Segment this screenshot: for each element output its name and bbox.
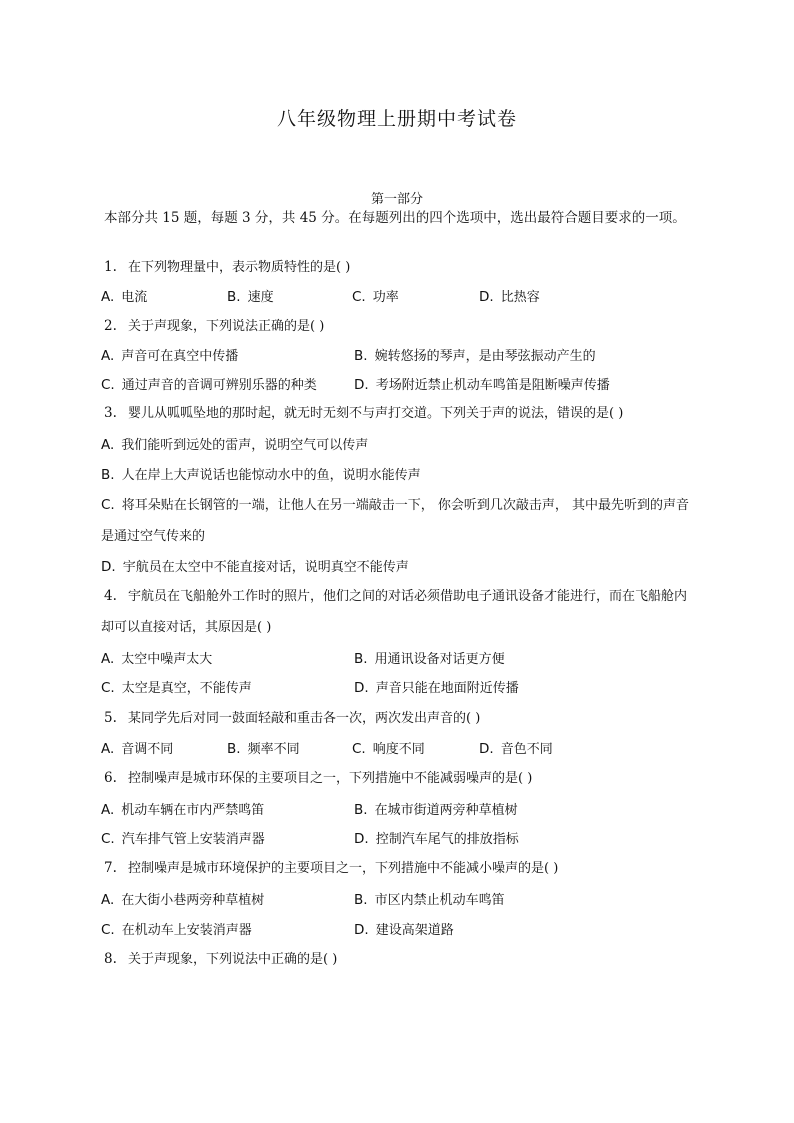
option-letter: C.: [101, 922, 115, 938]
option-letter: D.: [354, 922, 369, 938]
q2-option-c[interactable]: [101, 374, 317, 393]
option-text: 音调不同: [121, 742, 174, 757]
question-text: 关于声现象，下列说法中正确的是( ): [128, 952, 338, 967]
option-text: 响度不同: [372, 742, 425, 757]
q4-option-b[interactable]: [354, 648, 505, 667]
q7-option-a[interactable]: [101, 889, 264, 908]
option-text: 在机动车上安装消声器: [121, 923, 252, 938]
option-letter: A.: [101, 348, 115, 364]
q7-option-b[interactable]: [354, 889, 505, 908]
q6-option-c[interactable]: [101, 828, 265, 847]
question-number: 8.: [104, 951, 117, 967]
option-text: 机动车辆在市内严禁鸣笛: [121, 803, 265, 818]
question-text: 关于声现象，下列说法正确的是( ): [128, 319, 325, 334]
option-text: 将耳朵贴在长钢管的一端，让他人在另一端敲击一下， 你会听到几次敲击声， 其中最先听到的声音: [121, 498, 689, 513]
q4-option-a[interactable]: [101, 648, 212, 667]
option-text: 我们能听到远处的雷声，说明空气可以传声: [121, 438, 369, 453]
option-letter: A.: [101, 741, 115, 757]
option-text: 速度: [247, 290, 274, 305]
option-letter: B.: [101, 467, 115, 483]
q6-option-d[interactable]: [354, 828, 519, 847]
question-number: 4.: [104, 588, 117, 604]
question-text: 婴儿从呱呱坠地的那时起，就无时无刻不与声打交道。下列关于声的说法，错误的是( ): [128, 406, 624, 421]
option-letter: D.: [101, 559, 116, 575]
question-number: 1.: [104, 259, 117, 275]
q1-option-a[interactable]: [101, 286, 147, 305]
option-text: 电流: [121, 290, 148, 305]
q6-option-a[interactable]: [101, 799, 264, 818]
option-text: 汽车排气管上安装消声器: [121, 832, 265, 847]
option-letter: A.: [101, 802, 115, 818]
question-6: [104, 767, 532, 786]
option-text: 人在岸上大声说话也能惊动水中的鱼，说明水能传声: [121, 468, 421, 483]
q3-option-a[interactable]: [101, 434, 368, 453]
question-3: [104, 402, 623, 421]
option-letter: B.: [354, 348, 368, 364]
question-8: [104, 948, 337, 967]
option-text: 用通讯设备对话更方便: [374, 652, 505, 667]
instructions: 本部分共 15 题，每题 3 分，共 45 分。在每题列出的四个选项中，选出最符合题目要求的一项。: [104, 210, 686, 226]
option-text: 太空是真空，不能传声: [121, 681, 252, 696]
option-text: 比热容: [500, 290, 540, 305]
q5-option-d[interactable]: [479, 738, 553, 757]
question-number: 6.: [104, 770, 117, 786]
q7-option-d[interactable]: [354, 919, 454, 938]
q3-option-c[interactable]: [101, 494, 689, 513]
q7-option-c[interactable]: [101, 919, 252, 938]
option-text: 太空中噪声太大: [121, 652, 213, 667]
option-letter: B.: [354, 892, 368, 908]
option-text: 频率不同: [247, 742, 300, 757]
question-number: 3.: [104, 405, 117, 421]
q1-option-d[interactable]: [479, 286, 540, 305]
option-text: 在大街小巷两旁种草植树: [121, 893, 265, 908]
option-letter: D.: [354, 831, 369, 847]
option-letter: C.: [352, 741, 366, 757]
option-letter: C.: [101, 497, 115, 513]
question-number: 5.: [104, 710, 117, 726]
question-2: [104, 315, 324, 334]
option-letter: A.: [101, 437, 115, 453]
q3-option-c-continued: [101, 525, 205, 544]
question-text: 控制噪声是城市环境保护的主要项目之一，下列措施中不能减小噪声的是( ): [128, 861, 559, 876]
option-letter: C.: [352, 289, 366, 305]
option-text: 是通过空气传来的: [101, 529, 206, 544]
q3-option-b[interactable]: [101, 464, 421, 483]
option-letter: C.: [101, 377, 115, 393]
q2-option-d[interactable]: [354, 374, 610, 393]
option-letter: B.: [227, 289, 241, 305]
option-letter: C.: [101, 831, 115, 847]
option-text: 考场附近禁止机动车鸣笛是阻断噪声传播: [375, 378, 610, 393]
option-letter: D.: [354, 680, 369, 696]
q1-option-b[interactable]: [227, 286, 274, 305]
option-text: 婉转悠扬的琴声，是由琴弦振动产生的: [374, 349, 596, 364]
option-text: 宇航员在太空中不能直接对话，说明真空不能传声: [122, 560, 409, 575]
q6-option-b[interactable]: [354, 799, 518, 818]
question-1: [104, 256, 350, 275]
option-text: 声音只能在地面附近传播: [375, 681, 519, 696]
option-letter: B.: [354, 802, 368, 818]
option-text: 通过声音的音调可辨别乐器的种类: [121, 378, 317, 393]
question-number: 2.: [104, 318, 117, 334]
q4-option-c[interactable]: [101, 677, 252, 696]
option-letter: B.: [354, 651, 368, 667]
option-letter: A.: [101, 651, 115, 667]
option-text: 控制汽车尾气的排放指标: [375, 832, 519, 847]
option-text: 建设高架道路: [375, 923, 454, 938]
option-letter: A.: [101, 892, 115, 908]
question-number: 7.: [104, 860, 117, 876]
question-4-continued: 却可以直接对话，其原因是( ): [101, 620, 272, 635]
page-title: 八年级物理上册期中考试卷: [276, 108, 517, 130]
question-text: 控制噪声是城市环保的主要项目之一，下列措施中不能减弱噪声的是( ): [128, 771, 533, 786]
option-letter: C.: [101, 680, 115, 696]
q4-option-d[interactable]: [354, 677, 519, 696]
question-text: 在下列物理量中，表示物质特性的是( ): [128, 260, 351, 275]
option-letter: B.: [227, 741, 241, 757]
q1-option-c[interactable]: [352, 286, 399, 305]
q5-option-b[interactable]: [227, 738, 300, 757]
option-letter: D.: [479, 741, 494, 757]
option-text: 音色不同: [500, 742, 553, 757]
question-4: [104, 585, 687, 604]
section-heading: 第一部分: [370, 192, 423, 207]
question-text: 宇航员在飞船舱外工作时的照片，他们之间的对话必须借助电子通讯设备才能进行，而在飞船舱内: [128, 589, 688, 604]
question-7: [104, 857, 558, 876]
option-letter: D.: [479, 289, 494, 305]
option-text: 声音可在真空中传播: [121, 349, 239, 364]
q3-option-d[interactable]: [101, 556, 409, 575]
question-text: 某同学先后对同一鼓面轻敲和重击各一次，两次发出声音的( ): [128, 711, 481, 726]
option-text: 在城市街道两旁种草植树: [374, 803, 518, 818]
question-5: [104, 707, 480, 726]
q5-option-c[interactable]: [352, 738, 425, 757]
q5-option-a[interactable]: [101, 738, 173, 757]
option-text: 市区内禁止机动车鸣笛: [374, 893, 505, 908]
option-letter: D.: [354, 377, 369, 393]
q2-option-a[interactable]: [101, 345, 238, 364]
option-letter: A.: [101, 289, 115, 305]
q2-option-b[interactable]: [354, 345, 596, 364]
option-text: 功率: [372, 290, 399, 305]
